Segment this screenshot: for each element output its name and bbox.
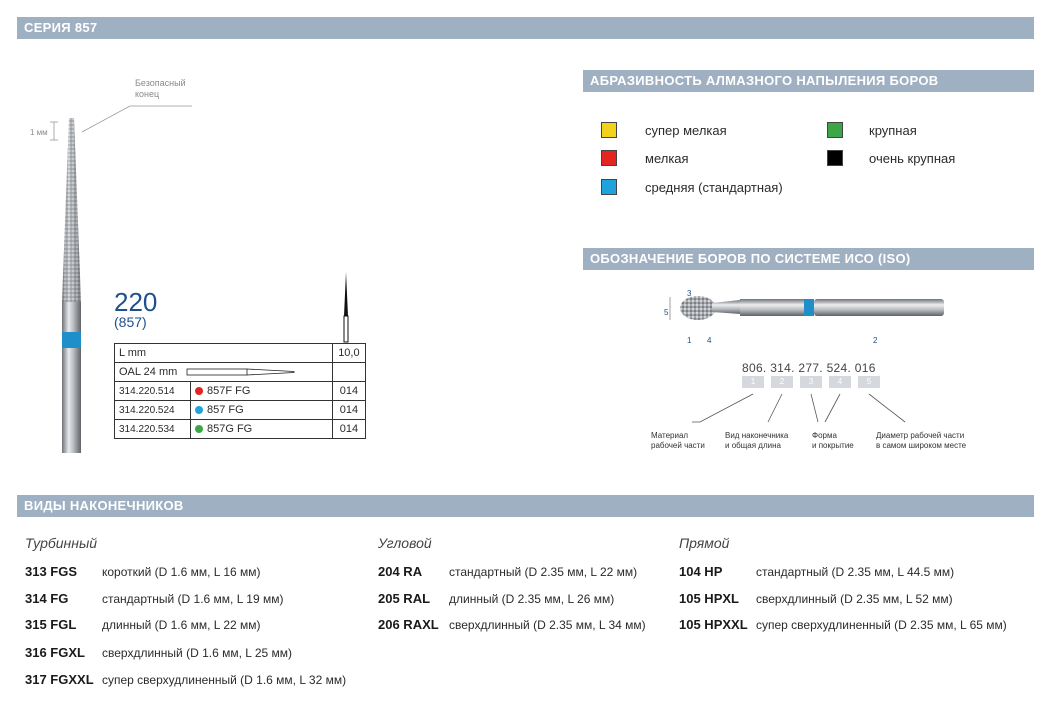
tip-desc: короткий (D 1.6 мм, L 16 мм) <box>102 565 261 579</box>
tip-desc: стандартный (D 1.6 мм, L 19 мм) <box>102 592 284 606</box>
iso-label-shape-1: Форма <box>812 431 837 440</box>
tip-desc: супер сверхудлиненный (D 2.35 мм, L 65 мм) <box>756 618 1007 632</box>
row-size: 014 <box>332 420 365 439</box>
row-name-cell <box>191 420 333 439</box>
col-head-angled: Угловой <box>378 535 432 551</box>
product-subcode: (857) <box>114 314 147 330</box>
safe-end-label-2: конец <box>135 89 160 99</box>
bur-silhouette-icon <box>338 270 354 344</box>
iso-tab-2: 2 <box>771 376 793 388</box>
tip-code: 105 HPXL <box>679 591 739 606</box>
iso-mark-5: 5 <box>664 308 669 317</box>
length-value: 10,0 <box>332 344 365 363</box>
tip-desc: сверхдлинный (D 1.6 мм, L 25 мм) <box>102 646 292 660</box>
length-mark: 1 мм <box>30 128 48 137</box>
tip-desc: стандартный (D 2.35 мм, L 44.5 мм) <box>756 565 955 579</box>
iso-code: 806. 314. 277. 524. 016 <box>742 361 876 375</box>
tip-desc: сверхдлинный (D 2.35 мм, L 52 мм) <box>756 592 953 606</box>
grit-dot <box>195 387 203 395</box>
iso-label-material-2: рабочей части <box>651 441 705 450</box>
swatch-coarse <box>827 122 843 138</box>
length-row <box>115 344 366 363</box>
legend-fine: мелкая <box>645 151 689 166</box>
tip-code: 316 FGXL <box>25 645 85 660</box>
legend-super-fine: супер мелкая <box>645 123 727 138</box>
series-header: СЕРИЯ 857 <box>17 17 1034 39</box>
iso-mark-4: 4 <box>707 336 712 345</box>
product-code: 220 <box>114 287 158 317</box>
row-name: 857F FG <box>207 385 251 397</box>
tip-code: 205 RAL <box>378 591 431 606</box>
iso-label-shape-2: и покрытие <box>812 441 854 450</box>
iso-label-tip-2: и общая длина <box>725 441 781 450</box>
legend-super-coarse: очень крупная <box>869 151 956 166</box>
tip-code: 314 FG <box>25 591 69 606</box>
bur-blue-ring <box>62 332 81 348</box>
length-label: L mm <box>115 344 333 363</box>
bur-outline-icon <box>186 367 296 377</box>
iso-header: ОБОЗНАЧЕНИЕ БОРОВ ПО СИСТЕМЕ ИСО (ISO) <box>583 248 1034 270</box>
tip-desc: сверхдлинный (D 2.35 мм, L 34 мм) <box>449 618 646 632</box>
bur-neck <box>62 302 81 332</box>
iso-label-diameter-2: в самом широком месте <box>876 441 967 450</box>
iso-tab-5: 5 <box>858 376 880 388</box>
iso-mark-2: 2 <box>873 336 878 345</box>
table-row <box>115 401 366 420</box>
tip-code: 317 FGXXL <box>25 672 94 687</box>
col-head-turbine: Турбинный <box>25 535 98 551</box>
oal-row <box>115 363 366 382</box>
oal-cell <box>115 363 333 382</box>
tip-code: 313 FGS <box>25 564 78 579</box>
row-name: 857 FG <box>207 404 244 416</box>
tip-code: 104 HP <box>679 564 723 579</box>
iso-tab-1: 1 <box>742 376 764 388</box>
tip-code: 315 FGL <box>25 617 77 632</box>
row-ref: 314.220.534 <box>115 420 191 439</box>
iso-label-diameter-1: Диаметр рабочей части <box>876 431 965 440</box>
row-ref: 314.220.514 <box>115 382 191 401</box>
iso-tab-4: 4 <box>829 376 851 388</box>
row-name-cell <box>191 401 333 420</box>
iso-label-material-1: Материал <box>651 431 689 440</box>
col-head-straight: Прямой <box>679 535 730 551</box>
swatch-fine <box>601 150 617 166</box>
tip-desc: длинный (D 1.6 мм, L 22 мм) <box>102 618 261 632</box>
safe-end-label-1: Безопасный <box>135 78 186 88</box>
tip-code: 204 RA <box>378 564 423 579</box>
swatch-medium <box>601 179 617 195</box>
iso-leader-lines <box>690 388 920 428</box>
abrasiveness-header: АБРАЗИВНОСТЬ АЛМАЗНОГО НАПЫЛЕНИЯ БОРОВ <box>583 70 1034 92</box>
grit-dot <box>195 406 203 414</box>
oal-label: OAL 24 mm <box>119 366 178 378</box>
tip-code: 206 RAXL <box>378 617 439 632</box>
row-size: 014 <box>332 382 365 401</box>
tip-code: 105 HPXXL <box>679 617 748 632</box>
tip-desc: супер сверхудлиненный (D 1.6 мм, L 32 мм) <box>102 673 347 687</box>
spec-table <box>114 343 366 439</box>
row-size: 014 <box>332 401 365 420</box>
table-row <box>115 382 366 401</box>
grit-dot <box>195 425 203 433</box>
iso-bur-image <box>660 284 960 344</box>
iso-mark-3: 3 <box>687 289 692 298</box>
bur-shank <box>62 348 81 453</box>
legend-coarse: крупная <box>869 123 917 138</box>
iso-mark-1: 1 <box>687 336 692 345</box>
row-name: 857G FG <box>207 423 253 435</box>
iso-label-tip-1: Вид наконечника <box>725 431 789 440</box>
legend-medium: средняя (стандартная) <box>645 180 783 195</box>
iso-tab-3: 3 <box>800 376 822 388</box>
swatch-super-fine <box>601 122 617 138</box>
tips-header: ВИДЫ НАКОНЕЧНИКОВ <box>17 495 1034 517</box>
row-ref: 314.220.524 <box>115 401 191 420</box>
row-name-cell <box>191 382 333 401</box>
table-row <box>115 420 366 439</box>
tip-desc: длинный (D 2.35 мм, L 26 мм) <box>449 592 615 606</box>
tip-desc: стандартный (D 2.35 мм, L 22 мм) <box>449 565 638 579</box>
swatch-super-coarse <box>827 150 843 166</box>
